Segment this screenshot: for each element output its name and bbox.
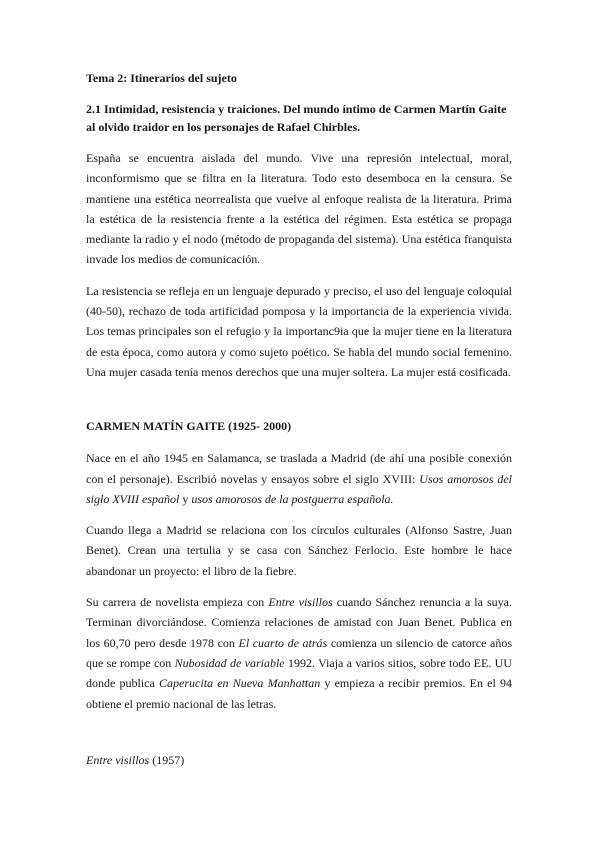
paragraph-context: España se encuentra aislada del mundo. Vive una represión intelectual, moral, inconformismo que se filtra en la literatura. Todo esto desemboca en la censura. Se mantiene una estética neorrealista que vuelve al enfoque realista de la literatura. Prima la estética de la resistencia frente a la estética del régimen. Esta estética se propaga mediante la radio y el nodo (método de propaganda del sistema). Una estética franquista invade los medios de comunicación.: [86, 151, 512, 267]
career-text-5: y empieza a recibir premios. En el 94 obtiene el premio nacional de las letras.: [86, 676, 512, 711]
book-title-usos-xviii: Usos amorosos del siglo XVIII español: [86, 471, 512, 506]
section-title: 2.1 Intimidad, resistencia y traiciones. Del mundo íntimo de Carmen Martín Gaite al olvido traidor en los personajes de Rafael Chirbles.: [86, 102, 507, 134]
career-text-4: 1992. Viaja a varios sitios, sobre todo EE. UU donde publica: [86, 655, 512, 691]
work-title: Entre visillos: [86, 752, 150, 767]
book-title-nubosidad: Nubosidad de variable: [174, 655, 285, 670]
paragraph-biography: [86, 448, 512, 509]
career-text-3: comienza un silencio de catorce años que se rompe con: [86, 635, 512, 670]
bio-text-1: Nace en el año 1945 en Salamanca, se traslada a Madrid (de ahí una posible conexión con el personaje). Escribió novelas y ensayos sobre el siglo XVIII:: [86, 451, 512, 486]
paragraph-career: [86, 592, 512, 714]
topic-title: Tema 2: Itinerarios del sujeto: [86, 71, 237, 85]
work-year: (1957): [149, 752, 185, 767]
work-heading: [86, 752, 512, 768]
book-title-caperucita: Caperucita en Nueva Manhattan: [159, 676, 321, 691]
author-heading: CARMEN MATÍN GAITE (1925- 2000): [86, 419, 292, 434]
paragraph-madrid: Cuando llega a Madrid se relaciona con los círculos culturales (Alfonso Sastre, Juan Benet). Crean una tertulia y se casa con Sánchez Ferlocio. Este hombre le hace abandonar un proyecto: el libro de la fiebre.: [86, 523, 512, 578]
bio-text-2: y: [179, 491, 192, 506]
paragraph-resistance: La resistencia se refleja en un lenguaje depurado y preciso, el uso del lenguaje coloquial (40-50), rechazo de toda artificidad pomposa y la importancia de la experiencia vivida. Los temas principales son el refugio y la importanc9ia que la mujer tiene en la literatura de esta época, como autora y como sujeto poético. Se habla del mundo social femenino. Una mujer casada tenía menos derechos que una mujer soltera. La mujer está cosificada.: [86, 283, 512, 379]
book-title-usos-postguerra: usos amorosos de la postguerra española.: [191, 491, 394, 506]
career-text-1: Su carrera de novelista empieza con: [86, 595, 269, 610]
book-title-entre-visillos: Entre visillos: [268, 595, 333, 610]
book-title-cuarto-atras: El cuarto de atrás: [238, 635, 328, 650]
career-text-2: cuando Sánchez renuncia a la suya. Terminan divorciándose. Comienza relaciones de amistad con Juan Benet. Publica en los 60,70 pero desde 1978 con: [86, 595, 513, 650]
